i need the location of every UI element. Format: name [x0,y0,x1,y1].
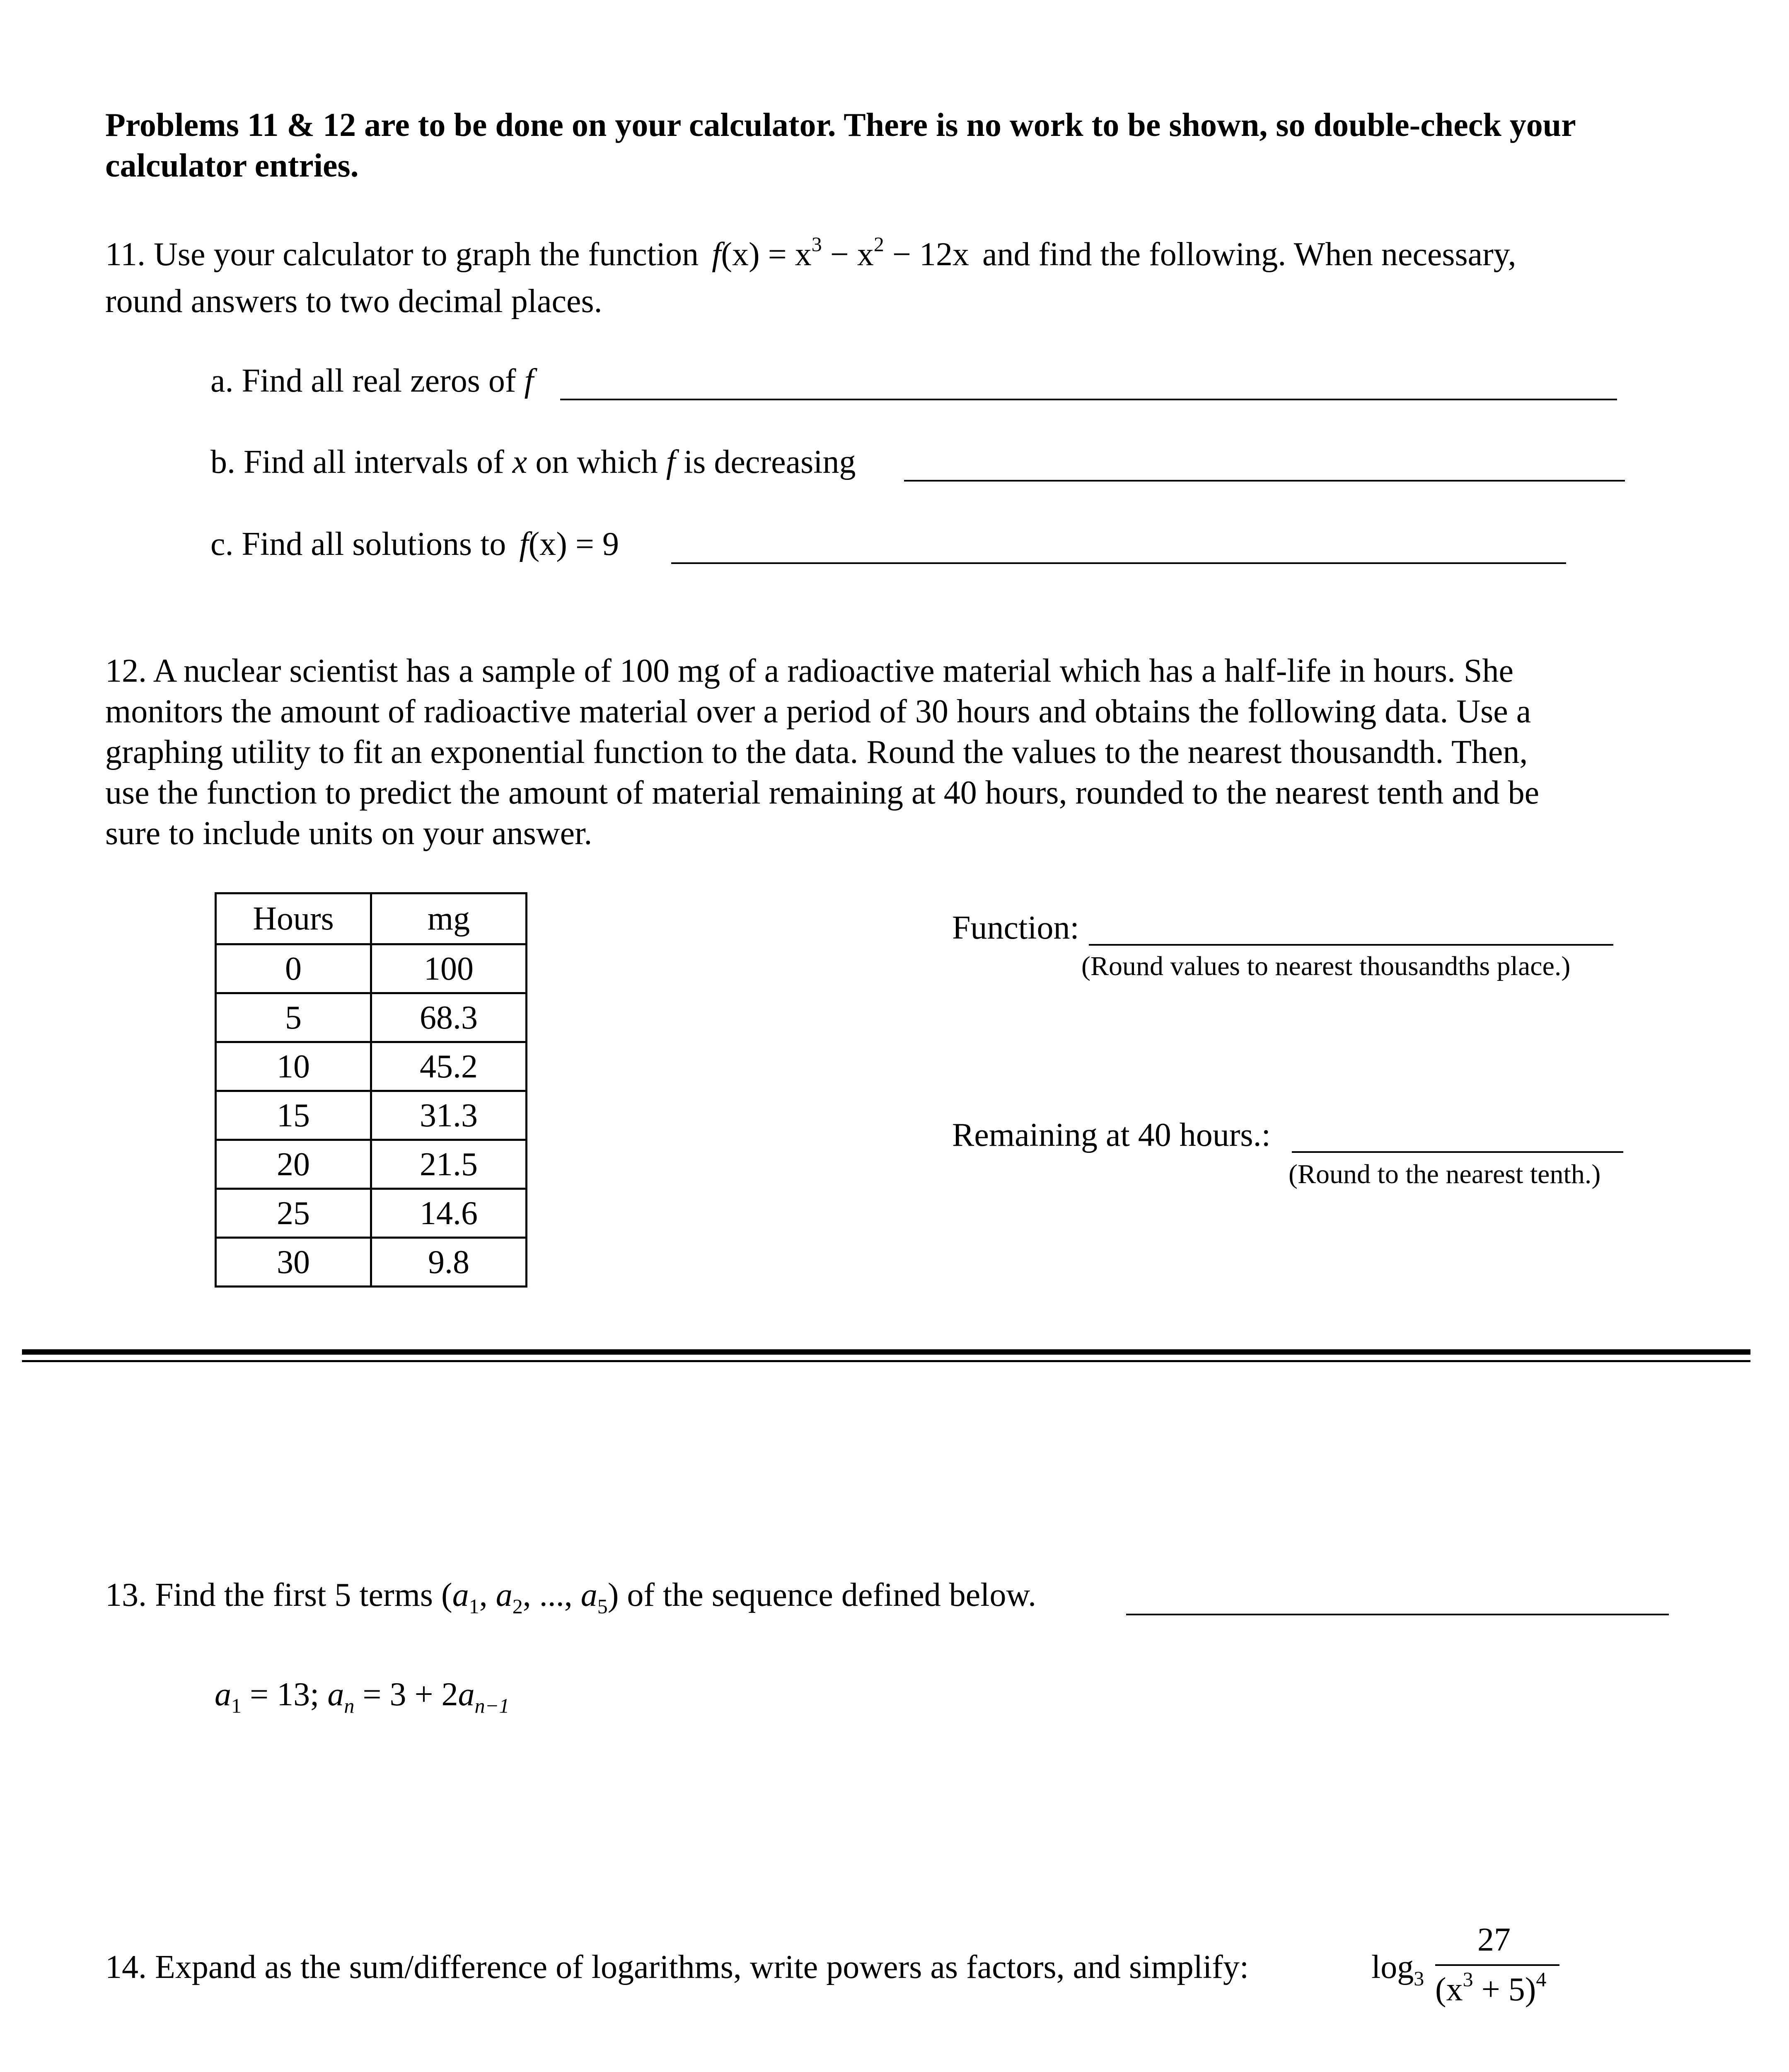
table-row [216,1140,527,1189]
intro-line-2: calculator entries. [105,148,359,184]
table-cell-mg: 45.2 [371,1042,527,1091]
problem-12-line-1: 12. A nuclear scientist has a sample of 100 mg of a radioactive material which has a half-life in hours. She [105,653,1513,689]
table-cell-hours: 30 [216,1238,371,1287]
table-row [216,1042,527,1091]
table-row [216,1189,527,1238]
table-cell-hours: 20 [216,1140,371,1189]
function-label: Function: [952,910,1079,946]
answer-11b-blank[interactable] [904,480,1625,482]
table-header-hours: Hours [216,893,371,944]
answer-13-blank[interactable] [1126,1614,1669,1615]
problem-11-line-2: round answers to two decimal places. [105,283,602,320]
table-row [216,993,527,1042]
function-answer-blank[interactable] [1089,944,1613,946]
table-header-row [216,893,527,944]
problem-12-line-2: monitors the amount of radioactive material over a period of 30 hours and obtains the following data. Use a [105,693,1531,730]
section-divider-thin [22,1360,1750,1362]
function-note: (Round values to nearest thousandths place.) [1081,951,1571,981]
log-expression: $\log_3$ [1371,1949,1424,1990]
problem-11a: a. Find all real zeros of f [210,363,534,399]
sequence-definition: $a_1 = 13$; $a_n = 3 + 2a_{n-1}$ [215,1676,510,1717]
problem-12-line-5: sure to include units on your answer. [105,815,592,852]
problem-12-line-3: graphing utility to fit an exponential function to the data. Round the values to the nearest thousandth. Then, [105,734,1528,770]
table-row [216,1091,527,1140]
table-cell-mg: 21.5 [371,1140,527,1189]
answer-11a-blank[interactable] [560,399,1617,400]
fraction-numerator: 27 [1477,1922,1511,1958]
problem-11c: c. Find all solutions to f(x) = 9 [210,526,619,562]
table-row [216,1238,527,1287]
table-cell-hours: 10 [216,1042,371,1091]
table-cell-mg: 14.6 [371,1189,527,1238]
table-cell-mg: 31.3 [371,1091,527,1140]
table-header-mg: mg [371,893,527,944]
remaining-note: (Round to the nearest tenth.) [1289,1159,1601,1189]
table-cell-hours: 5 [216,993,371,1042]
table-row [216,944,527,993]
section-divider-thick [22,1349,1750,1355]
answer-11c-blank[interactable] [671,562,1566,564]
remaining-answer-blank[interactable] [1292,1151,1623,1153]
table-cell-mg: 100 [371,944,527,993]
table-cell-mg: 68.3 [371,993,527,1042]
fraction-denominator: $(x^3 + 5)^4$ [1435,1968,1547,2008]
table-cell-hours: 25 [216,1189,371,1238]
data-table [215,892,527,1288]
problem-11-statement: 11. Use your calculator to graph the function $f(x) = x^3 - x^2 - 12x$ and find the following. When necessary, [105,232,1516,273]
table-cell-hours: 15 [216,1091,371,1140]
remaining-label: Remaining at 40 hours.: [952,1117,1271,1153]
problem-13-statement: 13. Find the first 5 terms ($a_1$, $a_2$, ..., $a_5$) of the sequence defined below. [105,1577,1037,1618]
fraction-bar [1435,1964,1559,1966]
intro-line-1: Problems 11 & 12 are to be done on your calculator. There is no work to be shown, so double-check your [105,107,1576,143]
problem-12-line-4: use the function to predict the amount of material remaining at 40 hours, rounded to the nearest tenth and be [105,775,1540,811]
problem-11b: b. Find all intervals of x on which f is decreasing [210,444,856,480]
table-cell-hours: 0 [216,944,371,993]
problem-14-statement: 14. Expand as the sum/difference of logarithms, write powers as factors, and simplify: [105,1949,1249,1985]
table-cell-mg: 9.8 [371,1238,527,1287]
